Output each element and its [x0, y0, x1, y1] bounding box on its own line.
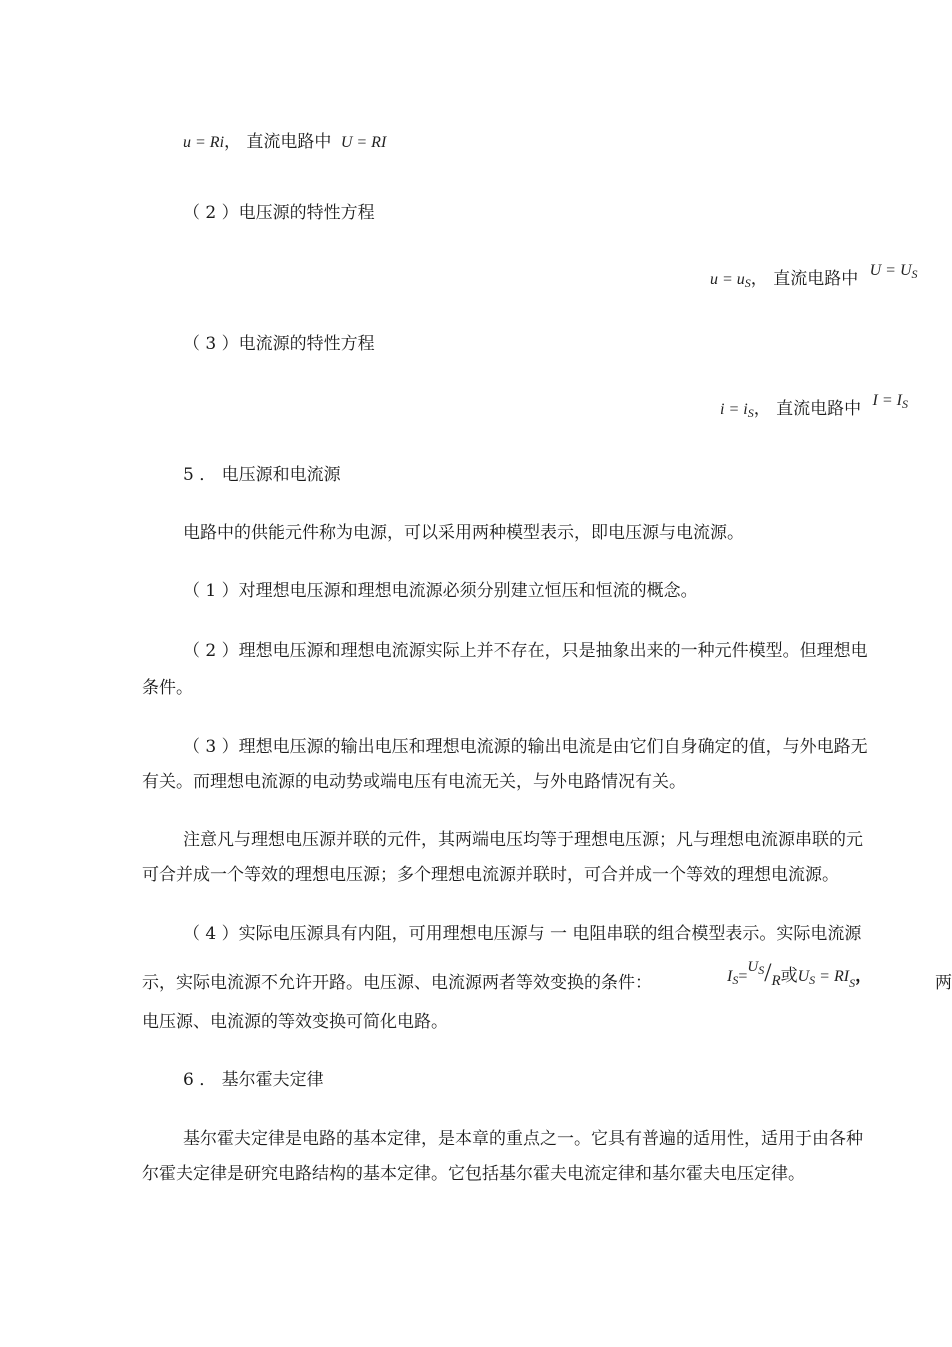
paragraph-ideal-model-line1: （ 2 ）理想电压源和理想电流源实际上并不存在，只是抽象出来的一种元件模型。但理想电 [183, 641, 868, 661]
paragraph-real-source-line3: 电压源、电流源的等效变换可简化电路。 [142, 1012, 448, 1032]
math-i-is: $i = i_S$ [720, 401, 754, 420]
math-u-ri: u = Ri [183, 134, 225, 151]
paragraph-output-line1: （ 3 ）理想电压源的输出电压和理想电流源的输出电流是由它们自身确定的值，与外电路无 [183, 737, 868, 757]
text-or: 或 [780, 966, 798, 986]
voltage-source-equation [710, 262, 918, 294]
math-Us-RIs: $U_S = RI_S$ [797, 968, 856, 990]
current-source-equation [720, 392, 908, 424]
math-U-Us: $U = U_S$ [869, 262, 918, 281]
ohm-law-line [183, 131, 386, 154]
text-dc-circuit: ， 直流电路中 [750, 269, 859, 289]
paragraph-output-line2: 有关。而理想电流源的电动势或端电压有电流无关，与外电路情况有关。 [142, 772, 686, 792]
math-fraction-slash: / [764, 958, 772, 987]
paragraph-note-line2: 可合并成一个等效的理想电压源；多个理想电流源并联时，可合并成一个等效的理想电流源。 [142, 865, 839, 885]
paragraph-real-source-line1: （ 4 ）实际电压源具有内阻，可用理想电压源与 一 电阻串联的组合模型表示。实际电流源 [183, 924, 862, 944]
equivalence-formula: $I_S=U_S/R$或$U_S = RI_S$， [727, 958, 873, 990]
math-fraction-numerator: $U_S$ [747, 959, 765, 977]
heading-current-source-equation: （ 3 ）电流源的特性方程 [183, 334, 375, 354]
math-u-us: $u = u_S$ [710, 271, 751, 290]
section-6-title: 6 ． 基尔霍夫定律 [183, 1070, 324, 1090]
math-U-RI: U = RI [340, 134, 387, 151]
paragraph-note-line1: 注意凡与理想电压源并联的元件，其两端电压均等于理想电压源；凡与理想电流源串联的元 [183, 830, 863, 850]
math-fraction-denominator: R [771, 973, 781, 989]
paragraph-ideal-model-line2: 条件。 [142, 678, 193, 698]
math-I-Is: $I = I_S$ [872, 392, 908, 411]
paragraph-kirchhoff-line2: 尔霍夫定律是研究电路结构的基本定律。它包括基尔霍夫电流定律和基尔霍夫电压定律。 [142, 1164, 805, 1184]
heading-voltage-source-equation: （ 2 ）电压源的特性方程 [183, 203, 375, 223]
paragraph-real-source-line2: 示，实际电流源不允许开路。电压源、电流源两者等效变换的条件： [142, 973, 652, 993]
text-dc-circuit: ， 直流电路中 [224, 132, 332, 152]
section-5-title: 5 ． 电压源和电流源 [183, 465, 341, 485]
text-dc-circuit: ， 直流电路中 [753, 399, 862, 419]
paragraph-ideal-concept: （ 1 ）对理想电压源和理想电流源必须分别建立恒压和恒流的概念。 [183, 581, 698, 601]
paragraph-power-sources: 电路中的供能元件称为电源，可以采用两种模型表示，即电压源与电流源。 [183, 523, 744, 543]
math-Is: $I_S$ [727, 968, 739, 987]
paragraph-real-source-line2-tail: 两 [935, 973, 952, 993]
paragraph-kirchhoff-line1: 基尔霍夫定律是电路的基本定律，是本章的重点之一。它具有普遍的适用性，适用于由各种 [183, 1129, 863, 1149]
